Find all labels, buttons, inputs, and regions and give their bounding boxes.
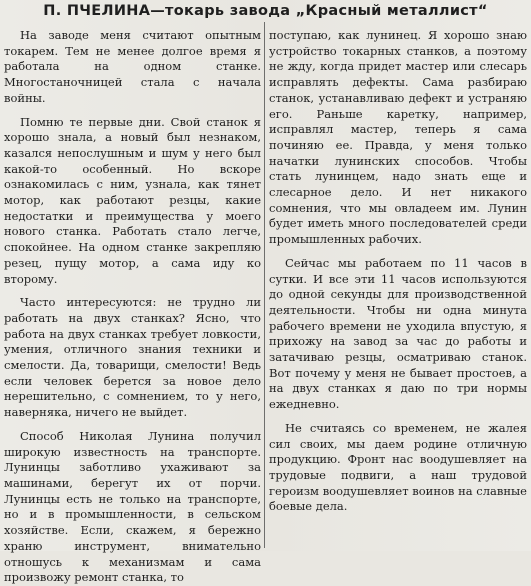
- paragraph: Помню те первые дни. Свой станок я хорошо знала, а новый был незнаком, казался непослушным и шум у него был какой-то особенный. Но вскоре ознакомилась с ним, узнала, как тянет мотор, как работают резцы, какие недостатки и преимущества у моего нового станка. Работать стало легче, спокойнее. На одном станке закрепляю резец, пущу мотор, а сама иду ко второму.: [4, 114, 261, 286]
- article-headline: П. ПЧЕЛИНА—токарь завода „Красный металлист“: [43, 3, 488, 19]
- right-column: [269, 28, 527, 548]
- paragraph: Способ Николая Лунина получил широкую известность на транспорте. Лунинцы заботливо ухаживают за машинами, берегут их от порчи. Лунинцы есть не только на транспорте, но и в промышленности, в сельском хозяйстве. Если, скажем, я бережно храню инструмент, внимательно отношусь к механизмам и сама произвожу ремонт станка, то: [4, 428, 261, 585]
- paragraph: Сейчас мы работаем по 11 часов в сутки. И все эти 11 часов используются до одной секунды для производственной деятельности. Чтобы ни одна минута рабочего времени не уходила впустую, я прихожу на завод за час до работы и затачиваю резцы, осматриваю станок. Вот почему у меня не бывает простоев, а на двух станках я даю по три нормы ежедневно.: [269, 255, 527, 412]
- paragraph: поступаю, как лунинец. Я хорошо знаю устройство токарных станков, а поэтому не жду, когда придет мастер или слесарь исправлять дефекты. Сама разбираю станок, устанавливаю дефект и устраняю его. Раньше каретку, например, исправлял мастер, теперь я сама починяю ее. Правда, у меня только начатки лунинских способов. Чтобы стать лунинцем, надо знать еще и слесарное дело. И нет никакого сомнения, что мы овладеем им. Лунин будет иметь много последователей среди промышленных рабочих.: [269, 28, 527, 247]
- paragraph: Не считаясь со временем, не жалея сил своих, мы даем родине отличную продукцию. Фронт нас воодушевляет на трудовые подвиги, а наш трудовой героизм воодушевляет воинов на славные боевые дела.: [269, 420, 527, 514]
- paragraph: На заводе меня считают опытным токарем. Тем не менее долгое время я работала на одном станке. Многостаночницей стала с начала войны.: [4, 28, 261, 105]
- left-column: [4, 28, 261, 585]
- column-divider: [264, 22, 265, 548]
- paragraph: Часто интересуются: не трудно ли работать на двух станках? Ясно, что работа на двух станках требует ловкости, умения, отличного знания техники и смелости. Да, товарищи, смелости! Ведь если человек берется за новое дело нерешительно, с сомнением, то у него, наверняка, ничего не выйдет.: [4, 295, 261, 420]
